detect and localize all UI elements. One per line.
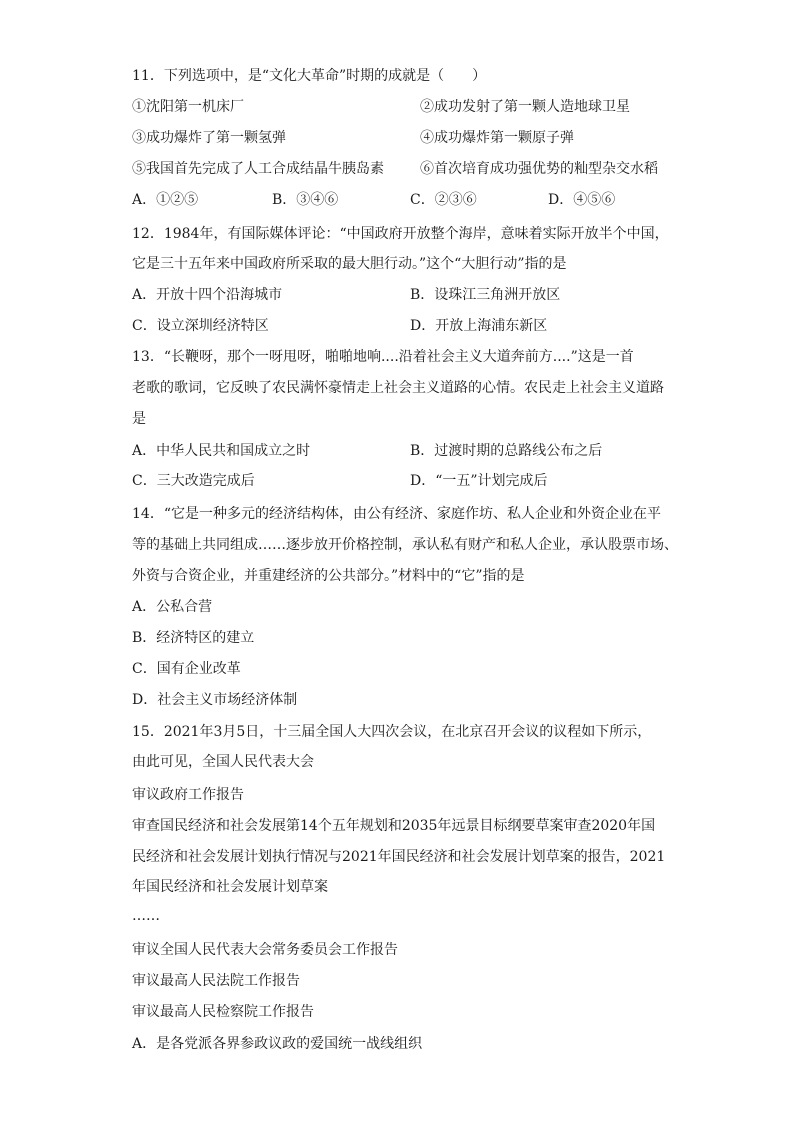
q14-stem-line-2: 等的基础上共同组成……逐步放开价格控制，承认私有财产和私人企业，承认股票市场、 bbox=[132, 537, 678, 553]
q14-stem-line-3: 外资与合资企业，并重建经济的公共部分。”材料中的“它”指的是 bbox=[132, 568, 525, 584]
q15-stem-line-1: 15．2021年3月5日，十三届全国人大四次会议，在北京召开会议的议程如下所示， bbox=[132, 724, 652, 740]
q13-option-c: C．三大改造完成后 bbox=[132, 473, 255, 489]
q11-option-d: D．④⑤⑥ bbox=[548, 192, 616, 208]
q11-item-1: ①沈阳第一机床厂 bbox=[132, 99, 244, 115]
q15-agenda-6: 审议最高人民法院工作报告 bbox=[132, 973, 300, 989]
q12-option-b: B．设珠江三角洲开放区 bbox=[410, 287, 561, 303]
q11-option-b: B．③④⑥ bbox=[272, 192, 339, 208]
q13-option-d: D．“一五”计划完成后 bbox=[410, 473, 548, 489]
q15-agenda-5: 审议全国人民代表大会常务委员会工作报告 bbox=[132, 942, 398, 958]
q11-item-2: ②成功发射了第一颗人造地球卫星 bbox=[420, 99, 630, 115]
q13-option-a: A．中华人民共和国成立之时 bbox=[132, 443, 311, 459]
q11-item-5: ⑤我国首先完成了人工合成结晶牛胰岛素 bbox=[132, 161, 384, 177]
q11-item-6: ⑥首次培育成功强优势的籼型杂交水稻 bbox=[420, 161, 658, 177]
q12-stem-line-1: 12．1984年，有国际媒体评论：“中国政府开放整个海岸，意味着实际开放半个中国， bbox=[132, 226, 669, 242]
q15-agenda-ellipsis: …… bbox=[132, 908, 160, 924]
q15-agenda-2: 审查国民经济和社会发展第14个五年规划和2035年远景目标纲要草案审查2020年国 bbox=[132, 818, 656, 834]
q14-option-c: C．国有企业改革 bbox=[132, 661, 241, 677]
q12-option-a: A．开放十四个沿海城市 bbox=[132, 287, 283, 303]
q12-stem-line-2: 它是三十五年来中国政府所采取的最大胆行动。”这个“大胆行动”指的是 bbox=[132, 256, 567, 272]
q12-option-c: C．设立深圳经济特区 bbox=[132, 318, 269, 334]
q14-option-a: A．公私合营 bbox=[132, 599, 213, 615]
q14-option-b: B．经济特区的建立 bbox=[132, 630, 255, 646]
q11-option-c: C．②③⑥ bbox=[410, 192, 477, 208]
q14-stem-line-1: 14．“它是一种多元的经济结构体，由公有经济、家庭作坊、私人企业和外资企业在平 bbox=[132, 506, 661, 522]
q15-stem-line-2: 由此可见，全国人民代表大会 bbox=[132, 754, 314, 770]
q13-stem-line-3: 是 bbox=[132, 411, 146, 427]
q13-stem-line-2: 老歌的歌词，它反映了农民满怀豪情走上社会主义道路的心情。农民走上社会主义道路 bbox=[132, 380, 664, 396]
q11-stem: 11．下列选项中，是“文化大革命”时期的成就是（ ） bbox=[132, 68, 487, 84]
q13-option-b: B．过渡时期的总路线公布之后 bbox=[410, 443, 603, 459]
q14-option-d: D．社会主义市场经济体制 bbox=[132, 692, 298, 708]
q15-agenda-4: 年国民经济和社会发展计划草案 bbox=[132, 879, 328, 895]
q15-agenda-1: 审议政府工作报告 bbox=[132, 787, 244, 803]
q15-option-a: A．是各党派各界参政议政的爱国统一战线组织 bbox=[132, 1036, 423, 1052]
q15-agenda-3: 民经济和社会发展计划执行情况与2021年国民经济和社会发展计划草案的报告，2021 bbox=[132, 849, 666, 865]
q13-stem-line-1: 13．“长鞭呀，那个一呀甩呀，啪啪地响....沿着社会主义大道奔前方....”这是一首 bbox=[132, 349, 634, 365]
q11-item-4: ④成功爆炸第一颗原子弹 bbox=[420, 130, 574, 146]
q11-option-a: A．①②⑤ bbox=[132, 192, 199, 208]
q11-item-3: ③成功爆炸了第一颗氢弹 bbox=[132, 130, 286, 146]
q12-option-d: D．开放上海浦东新区 bbox=[410, 318, 548, 334]
q15-agenda-7: 审议最高人民检察院工作报告 bbox=[132, 1004, 314, 1020]
